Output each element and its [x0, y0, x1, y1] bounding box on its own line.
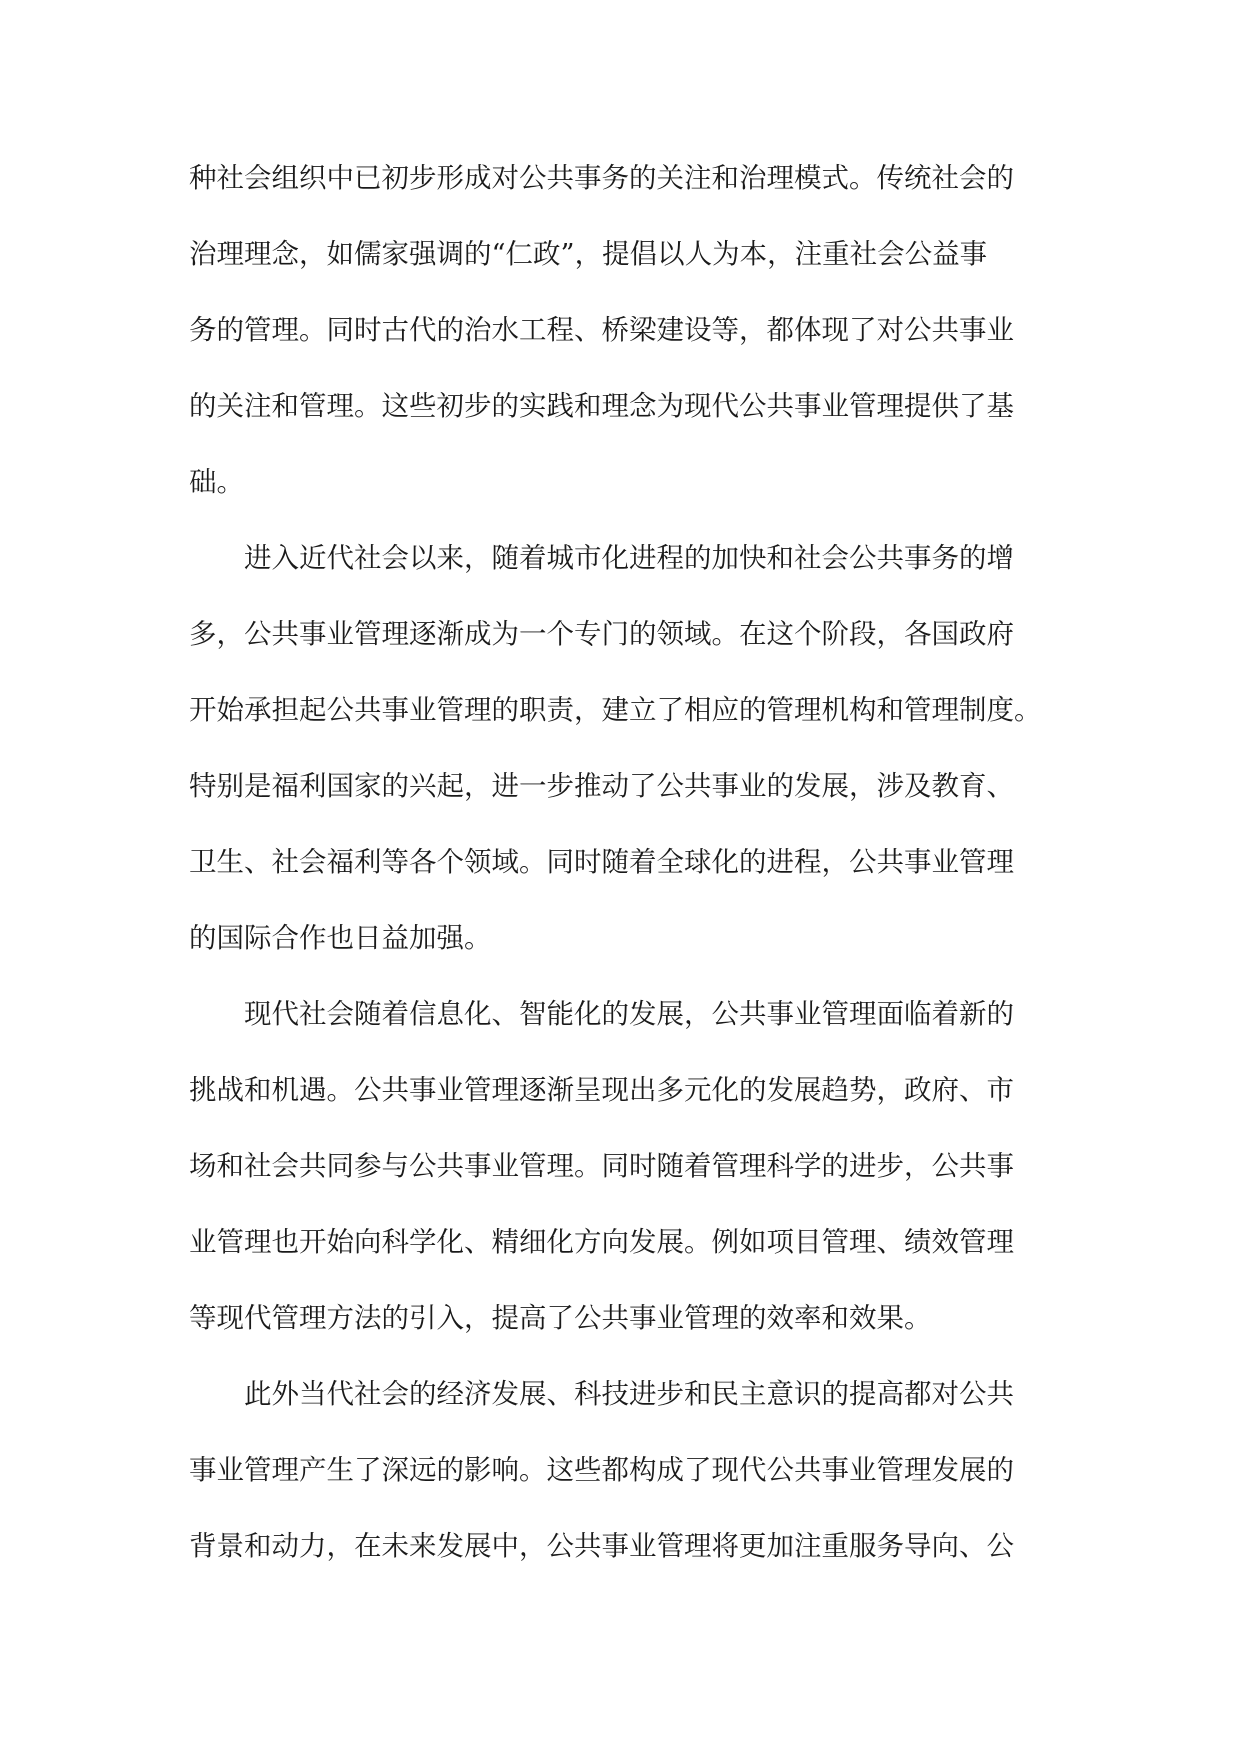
text-line: 务的管理。同时古代的治水工程、桥梁建设等，都体现了对公共事业: [189, 314, 1014, 346]
body-text: [189, 140, 1059, 1584]
text-line: 场和社会共同参与公共事业管理。同时随着管理科学的进步，公共事: [189, 1150, 1014, 1182]
text-line: 的关注和管理。这些初步的实践和理念为现代公共事业管理提供了基: [189, 390, 1014, 422]
text-line: 治理理念，如儒家强调的“仁政”，提倡以人为本，注重社会公益事: [189, 238, 988, 270]
text-line: 础。: [189, 466, 244, 498]
text-line: 的国际合作也日益加强。: [189, 922, 492, 954]
text-line: 现代社会随着信息化、智能化的发展，公共事业管理面临着新的: [189, 998, 1014, 1030]
text-line: 卫生、社会福利等各个领域。同时随着全球化的进程，公共事业管理: [189, 846, 1014, 878]
text-line: 进入近代社会以来，随着城市化进程的加快和社会公共事务的增: [189, 542, 1014, 574]
text-line: 种社会组织中已初步形成对公共事务的关注和治理模式。传统社会的: [189, 162, 1014, 194]
text-line: 特别是福利国家的兴起，进一步推动了公共事业的发展，涉及教育、: [189, 770, 1014, 802]
text-line: 业管理也开始向科学化、精细化方向发展。例如项目管理、绩效管理: [189, 1226, 1014, 1258]
text-line: 多，公共事业管理逐渐成为一个专门的领域。在这个阶段，各国政府: [189, 618, 1014, 650]
text-line: 开始承担起公共事业管理的职责，建立了相应的管理机构和管理制度。: [189, 694, 1042, 726]
text-line: 事业管理产生了深远的影响。这些都构成了现代公共事业管理发展的: [189, 1454, 1014, 1486]
text-line: 挑战和机遇。公共事业管理逐渐呈现出多元化的发展趋势，政府、市: [189, 1074, 1014, 1106]
text-line: 等现代管理方法的引入，提高了公共事业管理的效率和效果。: [189, 1302, 932, 1334]
text-line: 此外当代社会的经济发展、科技进步和民主意识的提高都对公共: [189, 1378, 1014, 1410]
text-line: 背景和动力，在未来发展中，公共事业管理将更加注重服务导向、公: [189, 1530, 1014, 1562]
